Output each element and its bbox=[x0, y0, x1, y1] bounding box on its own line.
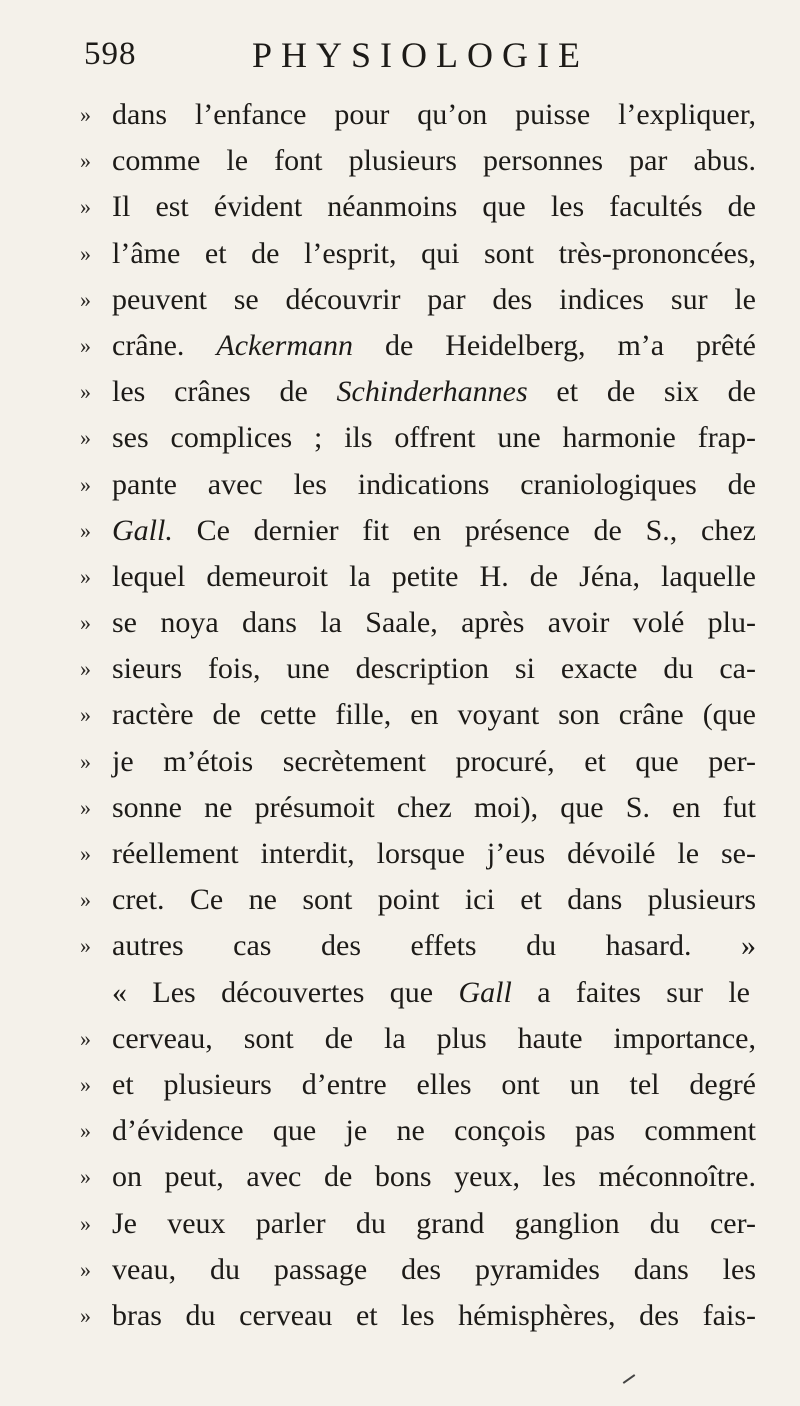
text-line bbox=[72, 1108, 762, 1154]
line-text bbox=[112, 323, 756, 369]
text-line bbox=[72, 692, 762, 738]
quote-continuation-mark: » bbox=[80, 1302, 91, 1328]
line-text bbox=[112, 600, 756, 646]
line-text bbox=[112, 1016, 756, 1062]
line-text bbox=[112, 1154, 756, 1200]
italic-name: Gall. bbox=[112, 513, 173, 547]
text-run: je m’étois secrètement procuré, et que per- bbox=[112, 744, 756, 778]
page-header bbox=[84, 32, 644, 84]
text-run: « Les découvertes que bbox=[112, 975, 459, 1009]
text-run: peuvent se découvrir par des indices sur le bbox=[112, 282, 756, 316]
quote-continuation-mark: » bbox=[80, 194, 91, 220]
line-text bbox=[112, 554, 756, 600]
text-run: se noya dans la Saale, après avoir volé plu- bbox=[112, 606, 756, 640]
text-run: on peut, avec de bons yeux, les méconnoître. bbox=[112, 1160, 756, 1194]
text-run: les crânes de bbox=[112, 375, 337, 409]
quote-continuation-mark: » bbox=[80, 656, 91, 682]
line-text bbox=[112, 1247, 756, 1293]
text-run: et de six de bbox=[527, 375, 756, 409]
text-line bbox=[72, 739, 762, 785]
quote-continuation-mark: » bbox=[80, 1164, 91, 1190]
text-run: l’âme et de l’esprit, qui sont très-prononcées, bbox=[112, 236, 756, 270]
quote-continuation-mark: » bbox=[80, 748, 91, 774]
text-run: lequel demeuroit la petite H. de Jéna, laquelle bbox=[112, 559, 756, 593]
line-text bbox=[112, 231, 756, 277]
text-line bbox=[72, 415, 762, 461]
line-text bbox=[112, 1293, 756, 1339]
line-text bbox=[112, 970, 750, 1016]
quote-continuation-mark: » bbox=[80, 1256, 91, 1282]
line-text bbox=[112, 277, 756, 323]
text-line bbox=[72, 369, 762, 415]
text-run: veau, du passage des pyramides dans les bbox=[112, 1252, 756, 1286]
quote-continuation-mark: » bbox=[80, 702, 91, 728]
text-line bbox=[72, 231, 762, 277]
text-line bbox=[72, 277, 762, 323]
text-run: réellement interdit, lorsque j’eus dévoilé le se- bbox=[112, 837, 756, 870]
text-line bbox=[72, 646, 762, 692]
text-line bbox=[72, 1247, 762, 1293]
text-line bbox=[72, 1062, 762, 1108]
line-text bbox=[112, 1062, 756, 1108]
text-run: Je veux parler du grand ganglion du cer- bbox=[112, 1206, 756, 1240]
italic-name: Schinderhannes bbox=[336, 375, 528, 409]
line-text bbox=[112, 369, 756, 415]
quote-continuation-mark: » bbox=[80, 1118, 91, 1144]
line-text bbox=[112, 692, 756, 738]
running-title: PHYSIOLOGIE bbox=[252, 35, 589, 75]
line-text bbox=[112, 831, 756, 877]
line-text bbox=[112, 877, 756, 923]
text-line bbox=[72, 877, 762, 923]
text-run: ses complices ; ils offrent une harmonie frap- bbox=[112, 421, 756, 455]
printer-mark bbox=[623, 1374, 636, 1384]
line-text bbox=[112, 1108, 756, 1154]
line-text bbox=[112, 508, 756, 554]
text-run: et plusieurs d’entre elles ont un tel degré bbox=[112, 1067, 756, 1101]
text-line bbox=[72, 1154, 762, 1200]
text-run: cret. Ce ne sont point ici et dans plusieurs bbox=[112, 883, 756, 917]
text-run: cerveau, sont de la plus haute importance, bbox=[112, 1021, 756, 1055]
quote-continuation-mark: » bbox=[80, 471, 91, 497]
text-run: crâne. bbox=[112, 328, 217, 362]
text-line bbox=[72, 831, 762, 877]
text-run: comme le font plusieurs personnes par abus. bbox=[112, 144, 756, 178]
quote-continuation-mark: » bbox=[80, 425, 91, 451]
text-line bbox=[72, 1293, 762, 1339]
quote-continuation-mark: » bbox=[80, 240, 91, 266]
line-text bbox=[112, 415, 756, 461]
quote-continuation-mark: » bbox=[80, 887, 91, 913]
text-run: de Heidelberg, m’a prêté bbox=[353, 328, 756, 362]
italic-name: Ackermann bbox=[216, 328, 354, 362]
text-run: bras du cerveau et les hémisphères, des fais- bbox=[112, 1298, 756, 1332]
line-text bbox=[112, 739, 756, 785]
quote-continuation-mark: » bbox=[80, 379, 91, 405]
text-line bbox=[72, 323, 762, 369]
text-line bbox=[72, 138, 762, 184]
text-line bbox=[72, 184, 762, 230]
quote-continuation-mark: » bbox=[80, 1025, 91, 1051]
text-line bbox=[72, 92, 762, 138]
text-run: d’évidence que je ne conçois pas comment bbox=[112, 1114, 756, 1148]
text-line bbox=[72, 462, 762, 508]
text-run: ractère de cette fille, en voyant son crâne (que bbox=[112, 698, 756, 732]
quote-continuation-mark: » bbox=[80, 1071, 91, 1097]
line-text bbox=[112, 646, 756, 692]
quote-continuation-mark: » bbox=[80, 332, 91, 358]
quote-continuation-mark: » bbox=[80, 841, 91, 866]
quote-continuation-mark: » bbox=[80, 933, 91, 959]
page-number: 598 bbox=[84, 36, 137, 72]
quote-continuation-mark: » bbox=[80, 610, 91, 636]
text-run: sonne ne présumoit chez moi), que S. en fut bbox=[112, 790, 756, 824]
quote-continuation-mark: » bbox=[80, 148, 91, 174]
text-run: autres cas des effets du hasard. » bbox=[112, 929, 756, 963]
text-line bbox=[72, 785, 762, 831]
quote-continuation-mark: » bbox=[80, 1210, 91, 1236]
quote-continuation-mark: » bbox=[80, 286, 91, 312]
line-text bbox=[112, 138, 756, 184]
text-line bbox=[72, 554, 762, 600]
line-text bbox=[112, 785, 756, 831]
text-run: a faites sur le bbox=[511, 975, 750, 1009]
line-text bbox=[112, 462, 756, 508]
line-text bbox=[112, 923, 756, 969]
quote-continuation-mark: » bbox=[80, 794, 91, 820]
text-run: dans l’enfance pour qu’on puisse l’expliquer, bbox=[112, 98, 756, 131]
text-run: pante avec les indications craniologiques de bbox=[112, 467, 756, 501]
text-run: Il est évident néanmoins que les facultés de bbox=[112, 190, 756, 224]
line-text bbox=[112, 92, 756, 138]
text-line bbox=[72, 970, 762, 1016]
text-line bbox=[72, 508, 762, 554]
text-line bbox=[72, 1016, 762, 1062]
body-text bbox=[72, 92, 762, 1339]
quote-continuation-mark: » bbox=[80, 102, 91, 127]
text-run: sieurs fois, une description si exacte du ca- bbox=[112, 652, 756, 686]
line-text bbox=[112, 1201, 756, 1247]
italic-name: Gall bbox=[458, 975, 512, 1009]
text-run: Ce dernier fit en présence de S., chez bbox=[172, 513, 756, 547]
text-line bbox=[72, 1201, 762, 1247]
quote-continuation-mark: » bbox=[80, 563, 91, 589]
text-line bbox=[72, 600, 762, 646]
quote-continuation-mark: » bbox=[80, 517, 91, 543]
line-text bbox=[112, 184, 756, 230]
text-line bbox=[72, 923, 762, 969]
